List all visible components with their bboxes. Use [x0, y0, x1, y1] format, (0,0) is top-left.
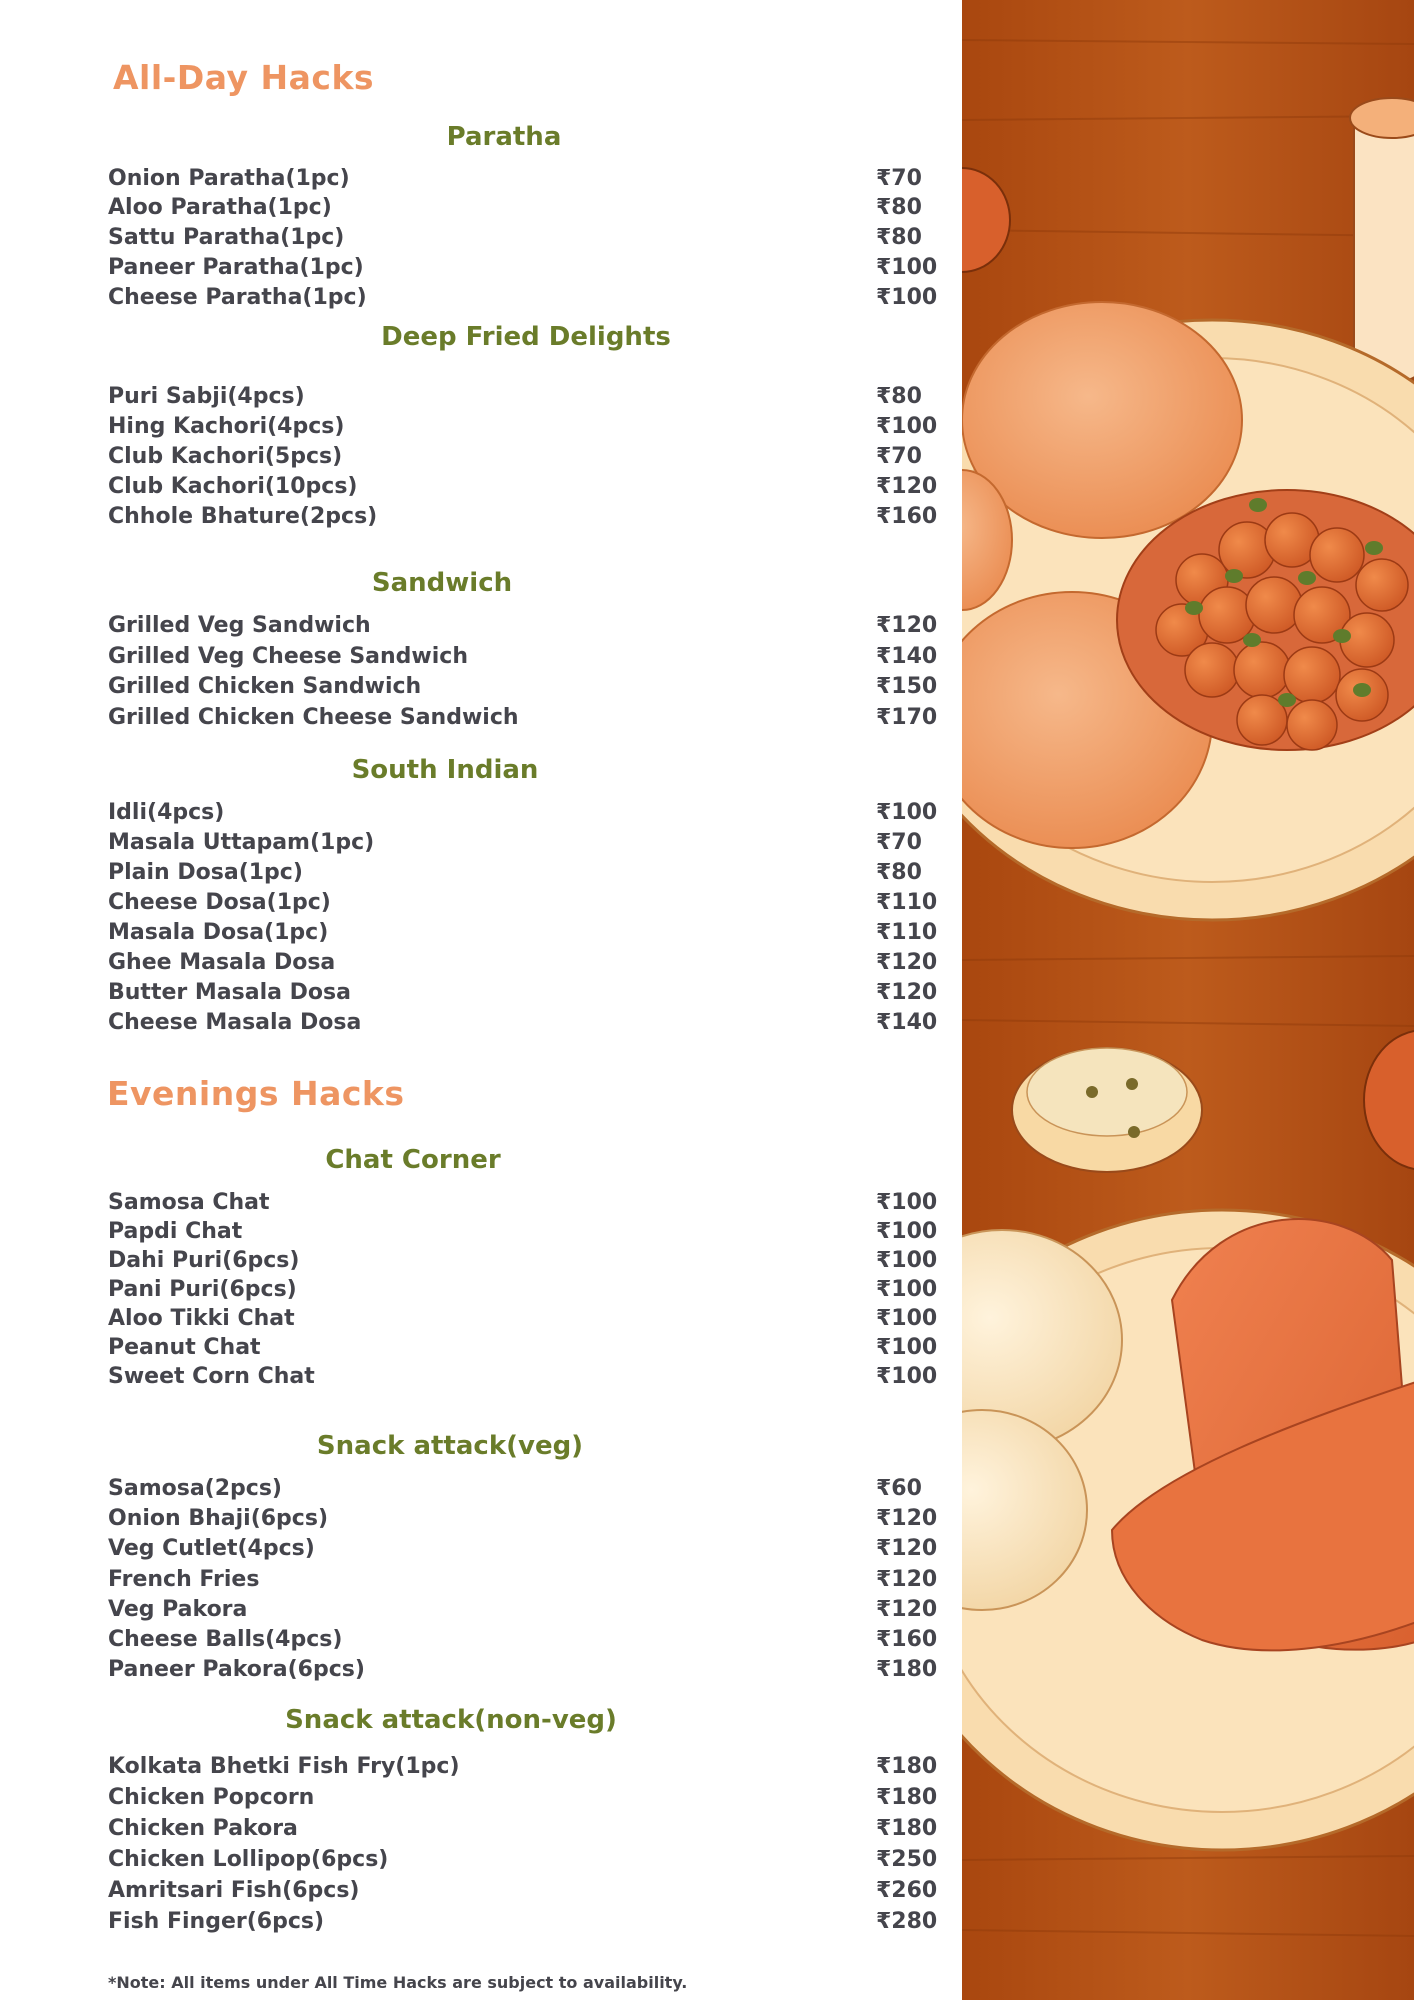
menu-item-price: ₹180 — [876, 1816, 938, 1841]
menu-item-price: ₹70 — [876, 166, 922, 191]
menu-item-row — [108, 1536, 938, 1566]
menu-item-row — [108, 1847, 938, 1877]
menu-item-name: Hing Kachori(4pcs) — [108, 414, 345, 439]
menu-item-row — [108, 1335, 938, 1365]
menu-item-row — [108, 1506, 938, 1536]
menu-item-price: ₹100 — [876, 1306, 938, 1331]
menu-item-price: ₹120 — [876, 474, 938, 499]
menu-item-name: Pani Puri(6pcs) — [108, 1277, 297, 1302]
menu-item-name: Cheese Masala Dosa — [108, 1010, 362, 1035]
menu-item-price: ₹100 — [876, 1277, 938, 1302]
menu-item-row — [108, 1277, 938, 1307]
menu-item-name: Idli(4pcs) — [108, 800, 225, 825]
category-title-snack-nonveg: Snack attack(non-veg) — [285, 1705, 617, 1735]
menu-item-price: ₹110 — [876, 920, 938, 945]
menu-item-row — [108, 674, 938, 704]
menu-item-row — [108, 800, 938, 830]
menu-item-price: ₹140 — [876, 1010, 938, 1035]
menu-item-name: Chhole Bhature(2pcs) — [108, 504, 378, 529]
menu-item-row — [108, 1248, 938, 1278]
menu-item-price: ₹150 — [876, 674, 938, 699]
menu-item-row — [108, 920, 938, 950]
menu-item-row — [108, 1306, 938, 1336]
menu-item-price: ₹250 — [876, 1847, 938, 1872]
menu-item-price: ₹120 — [876, 613, 938, 638]
menu-item-name: Amritsari Fish(6pcs) — [108, 1878, 360, 1903]
menu-item-row — [108, 1909, 938, 1939]
menu-item-row — [108, 1010, 938, 1040]
menu-item-price: ₹120 — [876, 980, 938, 1005]
menu-item-price: ₹120 — [876, 1536, 938, 1561]
category-title-paratha: Paratha — [446, 122, 562, 152]
menu-item-name: Sweet Corn Chat — [108, 1364, 315, 1389]
menu-item-price: ₹100 — [876, 1335, 938, 1360]
menu-item-name: Fish Finger(6pcs) — [108, 1909, 325, 1934]
menu-item-row — [108, 1878, 938, 1908]
category-title-south-indian: South Indian — [351, 755, 539, 785]
menu-item-row — [108, 705, 938, 735]
menu-item-price: ₹100 — [876, 1190, 938, 1215]
menu-item-name: Aloo Tikki Chat — [108, 1306, 295, 1331]
category-title-sandwich: Sandwich — [371, 568, 513, 598]
menu-item-name: Chicken Lollipop(6pcs) — [108, 1847, 389, 1872]
section-title-all-day: All-Day Hacks — [113, 58, 375, 97]
menu-item-name: French Fries — [108, 1567, 260, 1592]
menu-item-name: Chicken Pakora — [108, 1816, 298, 1841]
category-title-chat-corner: Chat Corner — [325, 1145, 501, 1175]
menu-item-row — [108, 980, 938, 1010]
menu-item-row — [108, 1476, 938, 1506]
menu-item-price: ₹120 — [876, 1506, 938, 1531]
menu-item-row — [108, 644, 938, 674]
menu-item-name: Grilled Chicken Cheese Sandwich — [108, 705, 519, 730]
menu-item-name: Peanut Chat — [108, 1335, 261, 1360]
menu-item-name: Plain Dosa(1pc) — [108, 860, 303, 885]
menu-item-name: Dahi Puri(6pcs) — [108, 1248, 300, 1273]
category-title-deep-fried: Deep Fried Delights — [381, 322, 671, 352]
menu-item-row — [108, 195, 938, 225]
section-title-evenings: Evenings Hacks — [107, 1074, 405, 1113]
menu-item-price: ₹280 — [876, 1909, 938, 1934]
menu-item-price: ₹120 — [876, 1567, 938, 1592]
menu-item-name: Veg Cutlet(4pcs) — [108, 1536, 315, 1561]
menu-item-name: Onion Bhaji(6pcs) — [108, 1506, 328, 1531]
menu-item-name: Puri Sabji(4pcs) — [108, 384, 305, 409]
menu-item-row — [108, 444, 938, 474]
menu-item-price: ₹100 — [876, 414, 938, 439]
menu-item-price: ₹80 — [876, 195, 922, 220]
menu-item-name: Cheese Dosa(1pc) — [108, 890, 331, 915]
menu-item-price: ₹180 — [876, 1657, 938, 1682]
menu-item-price: ₹100 — [876, 1219, 938, 1244]
menu-item-price: ₹100 — [876, 1364, 938, 1389]
menu-item-price: ₹80 — [876, 225, 922, 250]
menu-item-row — [108, 384, 938, 414]
menu-item-row — [108, 1190, 938, 1220]
menu-item-name: Cheese Balls(4pcs) — [108, 1627, 343, 1652]
menu-item-price: ₹170 — [876, 705, 938, 730]
menu-item-price: ₹160 — [876, 504, 938, 529]
menu-item-name: Ghee Masala Dosa — [108, 950, 336, 975]
menu-item-row — [108, 1657, 938, 1687]
menu-item-name: Paneer Paratha(1pc) — [108, 255, 364, 280]
menu-item-price: ₹80 — [876, 384, 922, 409]
menu-item-row — [108, 1597, 938, 1627]
menu-item-price: ₹120 — [876, 1597, 938, 1622]
menu-item-name: Samosa(2pcs) — [108, 1476, 282, 1501]
menu-item-row — [108, 225, 938, 255]
menu-item-row — [108, 474, 938, 504]
menu-item-row — [108, 1754, 938, 1784]
menu-item-price: ₹180 — [876, 1785, 938, 1810]
menu-item-row — [108, 285, 938, 315]
menu-item-row — [108, 1816, 938, 1846]
menu-item-price: ₹100 — [876, 1248, 938, 1273]
menu-item-price: ₹80 — [876, 860, 922, 885]
menu-item-name: Club Kachori(5pcs) — [108, 444, 343, 469]
availability-note: *Note: All items under All Time Hacks are subject to availability. — [108, 1973, 688, 1992]
menu-item-name: Veg Pakora — [108, 1597, 248, 1622]
food-illustration — [962, 0, 1414, 2000]
menu-item-name: Aloo Paratha(1pc) — [108, 195, 332, 220]
menu-item-row — [108, 1567, 938, 1597]
menu-item-row — [108, 830, 938, 860]
menu-item-row — [108, 255, 938, 285]
menu-item-row — [108, 613, 938, 643]
menu-item-price: ₹100 — [876, 800, 938, 825]
menu-item-name: Onion Paratha(1pc) — [108, 166, 350, 191]
menu-item-row — [108, 890, 938, 920]
menu-item-price: ₹100 — [876, 285, 938, 310]
menu-item-name: Grilled Chicken Sandwich — [108, 674, 422, 699]
category-title-snack-veg: Snack attack(veg) — [316, 1431, 584, 1461]
menu-item-price: ₹160 — [876, 1627, 938, 1652]
menu-item-row — [108, 1627, 938, 1657]
menu-item-price: ₹70 — [876, 830, 922, 855]
menu-item-name: Masala Uttapam(1pc) — [108, 830, 375, 855]
menu-item-name: Club Kachori(10pcs) — [108, 474, 358, 499]
menu-item-row — [108, 950, 938, 980]
menu-item-price: ₹140 — [876, 644, 938, 669]
menu-item-row — [108, 504, 938, 534]
menu-item-price: ₹180 — [876, 1754, 938, 1779]
menu-item-price: ₹260 — [876, 1878, 938, 1903]
menu-item-price: ₹120 — [876, 950, 938, 975]
menu-item-name: Sattu Paratha(1pc) — [108, 225, 345, 250]
menu-item-row — [108, 414, 938, 444]
menu-item-price: ₹110 — [876, 890, 938, 915]
menu-item-name: Masala Dosa(1pc) — [108, 920, 329, 945]
menu-item-name: Kolkata Bhetki Fish Fry(1pc) — [108, 1754, 460, 1779]
menu-item-name: Paneer Pakora(6pcs) — [108, 1657, 365, 1682]
menu-item-name: Papdi Chat — [108, 1219, 243, 1244]
menu-item-row — [108, 860, 938, 890]
menu-item-row — [108, 1785, 938, 1815]
menu-item-row — [108, 1219, 938, 1249]
menu-item-price: ₹70 — [876, 444, 922, 469]
menu-item-name: Chicken Popcorn — [108, 1785, 315, 1810]
menu-item-row — [108, 1364, 938, 1394]
menu-item-price: ₹100 — [876, 255, 938, 280]
menu-item-name: Grilled Veg Sandwich — [108, 613, 371, 638]
menu-item-name: Cheese Paratha(1pc) — [108, 285, 367, 310]
menu-item-price: ₹60 — [876, 1476, 922, 1501]
menu-item-row — [108, 166, 938, 196]
menu-item-name: Grilled Veg Cheese Sandwich — [108, 644, 469, 669]
menu-item-name: Butter Masala Dosa — [108, 980, 351, 1005]
menu-item-name: Samosa Chat — [108, 1190, 270, 1215]
